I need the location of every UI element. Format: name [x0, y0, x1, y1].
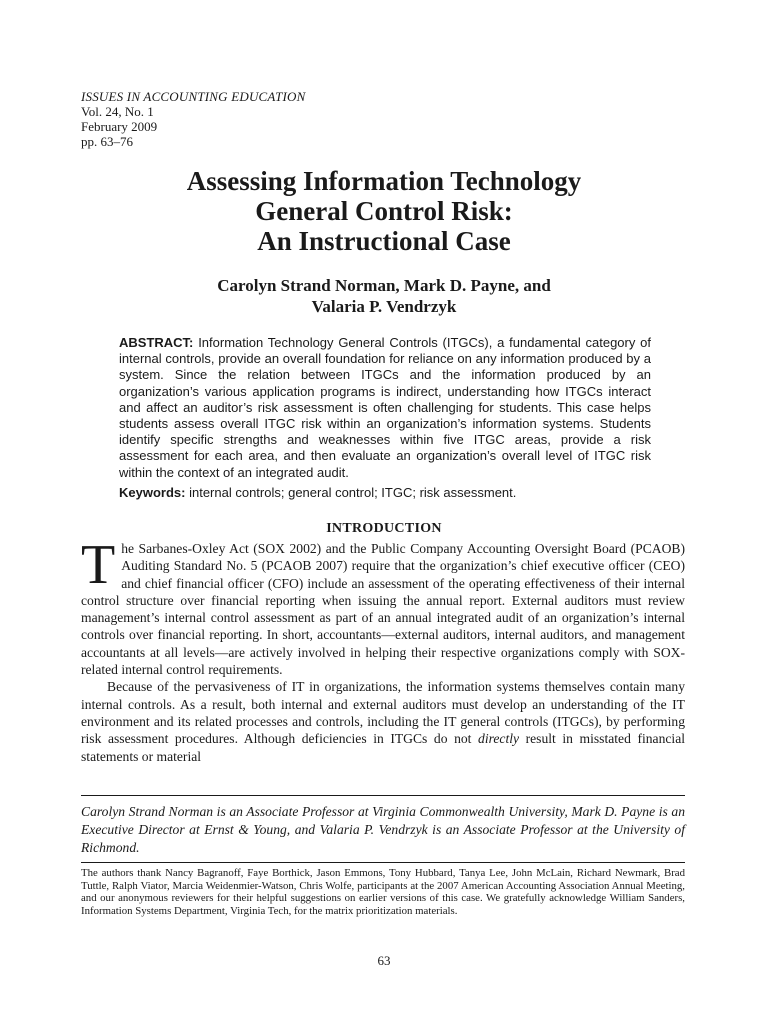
- section-heading-introduction: INTRODUCTION: [326, 521, 442, 536]
- keywords-text: internal controls; general control; ITGC; risk assessment.: [189, 485, 517, 500]
- abstract-text: Information Technology General Controls (ITGCs), a fundamental category of internal controls, provide an overall foundation for reliance on any information produced by a system. Since the relation between ITGCs and the information produced by an organization’s various application programs is indirect, understanding how ITGCs interact and affect an auditor’s risk assessment is often challenging for students. This case helps students assess overall ITGC risk within an organization’s information systems. Students identify specific strengths and weaknesses within five ITGC areas, provide a risk assessment for each area, and then evaluate an organization’s overall level of ITGC risk within the context of an integrated audit.: [119, 335, 651, 480]
- title-line-1: Assessing Information Technology: [186, 166, 582, 196]
- authors-line-2: Valaria P. Vendrzyk: [311, 297, 457, 316]
- journal-pages: pp. 63–76: [81, 134, 133, 149]
- introduction-body: [81, 534, 686, 765]
- author-bio-note: Carolyn Strand Norman is an Associate Professor at Virginia Commonwealth University, Mark D. Payne is an Executive Director at Ernst & Young, and Valaria P. Vendrzyk is an Associate Professor at the University of Richmond.: [81, 804, 685, 855]
- acknowledgment-divider: [81, 862, 685, 863]
- authors-line-1: Carolyn Strand Norman, Mark D. Payne, and: [217, 276, 551, 295]
- page-number: 63: [377, 953, 391, 968]
- journal-name: ISSUES IN ACCOUNTING EDUCATION: [81, 89, 306, 104]
- journal-date: February 2009: [81, 119, 158, 134]
- intro-paragraph-1-text: he Sarbanes-Oxley Act (SOX 2002) and the Public Company Accounting Oversight Board (PCAOB) Auditing Standard No. 5 (PCAOB 2007) require that the organization’s chief executive officer (CEO) and chief financial officer (CFO) include an assessment of the operating effectiveness of their internal control structure over financial reporting when issuing the annual report. External auditors must review management’s internal control assessment as part of an annual integrated audit of an organization’s internal controls over financial reporting. In short, accountants—external auditors, internal auditors, and management accountants at all levels—are actively involved in helping their respective organizations comply with SOX-related internal control requirements.: [81, 541, 685, 678]
- journal-volume: Vol. 24, No. 1: [81, 104, 154, 119]
- intro-paragraph-2-text-a: Because of the pervasiveness of IT in organizations, the information systems themselves contain many internal controls. As a result, both internal and external auditors must develop an understanding of the IT environment and its related processes and controls, including the IT general controls (ITGCs), by performing risk assessment procedures. Although deficiencies in ITGCs do not: [81, 679, 685, 747]
- footnote-divider: [81, 795, 685, 796]
- drop-cap: T: [81, 534, 116, 596]
- intro-paragraph-2-emphasis: directly: [478, 731, 520, 747]
- journal-info: [81, 89, 306, 149]
- author-list: [0, 275, 768, 317]
- intro-paragraph-2: [81, 678, 685, 764]
- abstract-label: ABSTRACT:: [119, 335, 194, 350]
- acknowledgments-note: The authors thank Nancy Bagranoff, Faye Borthick, Jason Emmons, Tony Hubbard, Tanya Lee, John McLain, Richard Newmark, Brad Tuttle, Ralph Viator, Marcia Weidenmier-Watson, Chris Wolfe, participants at the 2007 American Accounting Association Annual Meeting, and our anonymous reviewers for their helpful suggestions on earlier versions of this case. We gratefully acknowledge William Sanders, Information Systems Department, Virginia Tech, for the matrix prioritization materials.: [81, 867, 685, 917]
- title-line-2: General Control Risk:: [255, 196, 513, 226]
- keywords-label: Keywords:: [119, 485, 186, 500]
- keywords: [119, 485, 651, 501]
- abstract: [119, 335, 651, 481]
- intro-paragraph-1: [81, 534, 685, 678]
- title-line-3: An Instructional Case: [257, 226, 511, 256]
- paper-title: [0, 166, 768, 256]
- intro-paragraph-2-text-b: result in misstated financial statements or material: [81, 731, 686, 764]
